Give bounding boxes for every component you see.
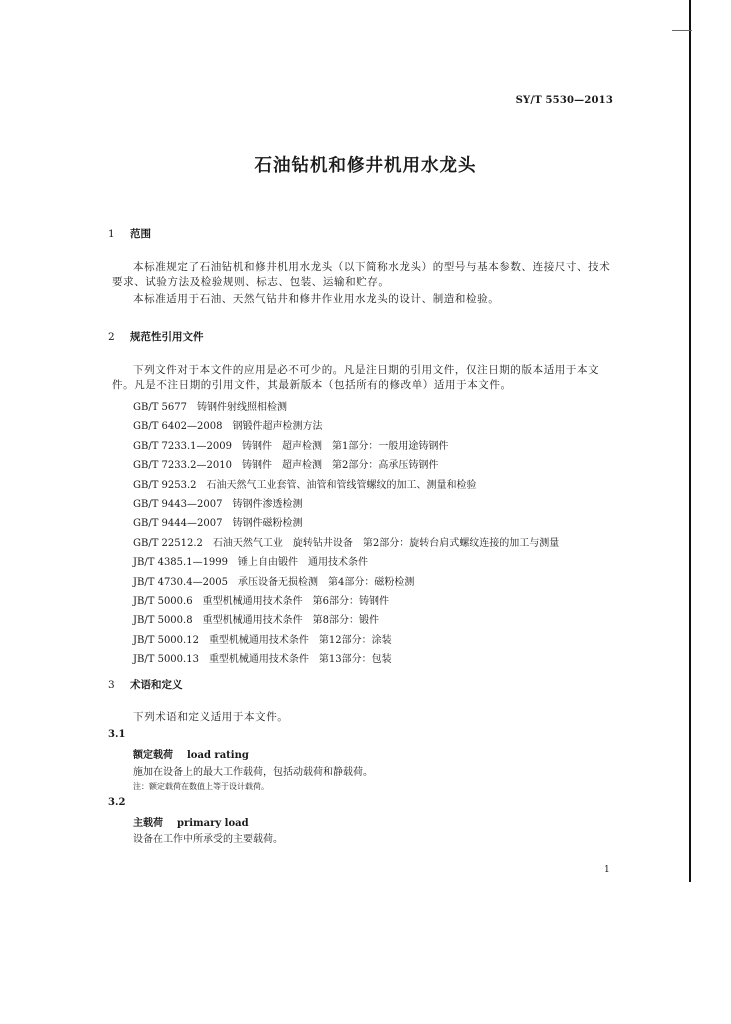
- reference-item: JB/T 5000.6 重型机械通用技术条件 第6部分：铸钢件: [133, 596, 389, 608]
- reference-item: GB/T 9253.2 石油天然气工业套管、油管和管线管螺纹的加工、测量和检验: [133, 479, 477, 491]
- term-chinese: 主载荷: [133, 818, 163, 829]
- reference-item: GB/T 7233.2—2010 铸钢件 超声检测 第2部分：高承压铸钢件: [133, 460, 439, 472]
- term-note: 注：额定载荷在数值上等于设计载荷。: [133, 782, 269, 791]
- term-definition: 设备在工作中所承受的主要载荷。: [133, 834, 283, 845]
- page-number: 1: [604, 865, 610, 875]
- term-definition: 施加在设备上的最大工作载荷，包括动载荷和静载荷。: [133, 767, 373, 778]
- scope-paragraph-2: 本标准适用于石油、天然气钻井和修井作业用水龙头的设计、制造和检验。: [133, 293, 500, 305]
- term-number: 3.2: [108, 797, 126, 808]
- reference-item: JB/T 5000.13 重型机械通用技术条件 第13部分：包装: [133, 654, 392, 666]
- term-heading: [133, 814, 249, 829]
- section-title: 范围: [130, 228, 151, 240]
- section-number: 1: [108, 228, 115, 240]
- reference-item: JB/T 5000.8 重型机械通用技术条件 第8部分：锻件: [133, 615, 379, 627]
- reference-item: GB/T 7233.1—2009 铸钢件 超声检测 第1部分：一般用途铸钢件: [133, 440, 449, 452]
- reference-item: JB/T 4385.1—1999 锤上自由锻件 通用技术条件: [133, 557, 369, 569]
- term-chinese: 额定载荷: [133, 750, 173, 761]
- reference-item: GB/T 22512.2 石油天然气工业 旋转钻井设备 第2部分：旋转台肩式螺纹连接的加工与测量: [133, 537, 560, 549]
- term-english: primary load: [177, 818, 249, 829]
- reference-item: GB/T 9443—2007 铸钢件渗透检测: [133, 499, 303, 511]
- term-heading: [133, 746, 249, 761]
- reference-item: GB/T 5677 铸钢件射线照相检测: [133, 402, 288, 413]
- section-number: 3: [108, 679, 115, 691]
- document-title: 石油钻机和修井机用水龙头: [254, 156, 477, 176]
- scan-edge-tick: [672, 30, 692, 31]
- term-number: 3.1: [108, 729, 126, 740]
- reference-item: GB/T 6402—2008 钢锻件超声检测方法: [133, 421, 323, 433]
- section-1-heading: [108, 226, 151, 241]
- section-3-heading: [108, 677, 183, 692]
- reference-item: JB/T 5000.12 重型机械通用技术条件 第12部分：涂装: [133, 634, 392, 646]
- section-title: 术语和定义: [130, 679, 183, 691]
- term-english: load rating: [187, 750, 249, 761]
- section-2-heading: [108, 329, 204, 344]
- reference-list: [112, 398, 622, 670]
- scope-paragraph-1: 本标准规定了石油钻机和修井机用水龙头（以下简称水龙头）的型号与基本参数、连接尺寸、技术要求、试验方法及检验规则、标志、包装、运输和贮存。: [112, 261, 611, 288]
- references-intro: 下列文件对于本文件的应用是必不可少的。凡是注日期的引用文件，仅注日期的版本适用于本文件。凡是不注日期的引用文件，其最新版本（包括所有的修改单）适用于本文件。: [112, 364, 600, 391]
- terms-intro: 下列术语和定义适用于本文件。: [133, 711, 289, 723]
- section-number: 2: [108, 331, 115, 343]
- section-title: 规范性引用文件: [130, 331, 204, 343]
- reference-item: JB/T 4730.4—2005 承压设备无损检测 第4部分：磁粉检测: [133, 576, 415, 588]
- reference-item: GB/T 9444—2007 铸钢件磁粉检测: [133, 518, 303, 530]
- scan-edge-line: [689, 0, 691, 882]
- document-code: SY/T 5530—2013: [515, 95, 613, 106]
